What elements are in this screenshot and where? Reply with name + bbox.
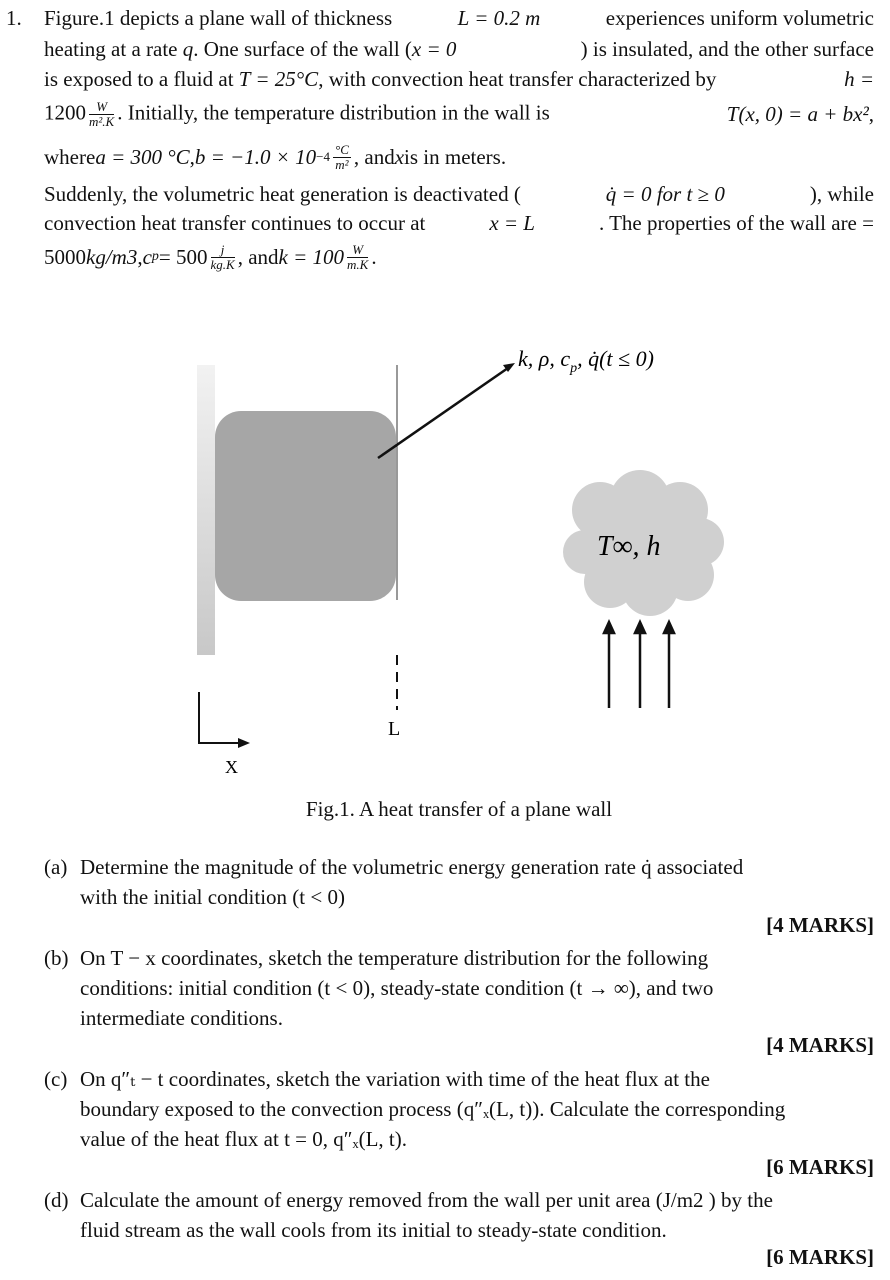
- thickness-label: L: [388, 718, 401, 740]
- part-text-line: with the initial condition (t < 0): [80, 885, 345, 909]
- question-line-2: [44, 37, 874, 62]
- axis-label: X: [225, 757, 238, 777]
- text: ), while: [809, 182, 874, 206]
- part-text-line: value of the heat flux at t = 0, q″ₓ(L, t).: [80, 1127, 407, 1151]
- part-label: (a): [44, 855, 68, 879]
- text: , and: [237, 244, 279, 269]
- math: x = L: [489, 211, 535, 235]
- fraction-k-unit: $\frac{W}{m.K}$: [347, 241, 369, 272]
- question-line-1: [44, 6, 874, 31]
- text: is in meters.: [404, 144, 507, 169]
- insulated-surface: [197, 365, 215, 655]
- subscript: p: [151, 249, 159, 264]
- figure-caption: Fig.1. A heat transfer of a plane wall: [305, 797, 613, 821]
- plane-wall-figure: [0, 330, 890, 790]
- question-line-3: [44, 67, 874, 92]
- wall-block: [215, 411, 396, 601]
- text: convection heat transfer continues to occur at: [44, 211, 426, 235]
- text: = 500: [158, 244, 208, 269]
- fraction-h-unit: $\frac{W}{\text{m².K}}$: [89, 98, 115, 129]
- part-label: (d): [44, 1188, 69, 1212]
- math: L = 0.2 m: [457, 6, 541, 30]
- text: .: [371, 244, 377, 269]
- fraction-b-unit: $\frac{^\circ C}{\text{m²}}$: [335, 141, 349, 172]
- question-line-6: [44, 182, 874, 207]
- math: x = 0: [411, 37, 457, 61]
- math: b = −1.0 × 10: [194, 144, 317, 169]
- part-c: [44, 1064, 874, 1154]
- text: 1200: [44, 99, 86, 124]
- flow-arrows: [604, 622, 674, 708]
- text: heating at a rate: [44, 37, 183, 61]
- math: x: [394, 144, 405, 169]
- part-d: [44, 1185, 874, 1245]
- text: . One surface of the wall (: [193, 37, 412, 61]
- math: T(x, 0) = a + bx²: [726, 101, 869, 126]
- text: , and: [353, 144, 395, 169]
- text: experiences uniform volumetric: [605, 6, 874, 30]
- part-b: [44, 943, 874, 1033]
- text: , with convection heat transfer characterized by: [318, 67, 717, 91]
- text: ) is insulated, and the other surface: [580, 37, 874, 61]
- text: ,: [868, 101, 874, 126]
- part-text-line: On T − x coordinates, sketch the temperature distribution for the following: [80, 946, 709, 970]
- question-line-8: [44, 240, 874, 274]
- exponent: −4: [316, 149, 330, 164]
- question-line-7: [44, 211, 874, 236]
- text: Suddenly, the volumetric heat generation is deactivated (: [44, 182, 521, 206]
- question-line-4: [44, 97, 874, 131]
- text: . Initially, the temperature distribution in the wall is: [117, 99, 550, 124]
- marks-c: [6 MARKS]: [766, 1155, 874, 1179]
- text: 5000: [44, 244, 86, 269]
- part-a: [44, 852, 874, 942]
- math: h =: [844, 67, 874, 91]
- math: T = 25°C: [238, 67, 319, 91]
- part-text-line: Calculate the amount of energy removed from the wall per unit area (J/m2 ) by the: [80, 1188, 773, 1212]
- part-label: (c): [44, 1067, 68, 1091]
- text: ,: [189, 144, 195, 169]
- part-text-line: Determine the magnitude of the volumetric energy generation rate q̇ associated: [80, 855, 744, 879]
- part-text-line: conditions: initial condition (t < 0), steady-state condition (t → ∞), and two: [80, 976, 714, 1000]
- question-line-5: [44, 140, 874, 174]
- property-label: k, ρ, $c_p$, q̇(t ≤ 0): [518, 346, 654, 376]
- math: a = 300 °C: [95, 144, 190, 169]
- part-text-line: intermediate conditions.: [80, 1006, 283, 1030]
- marks-b: [4 MARKS]: [766, 1033, 874, 1057]
- math: c: [142, 244, 152, 269]
- marks-a: [4 MARKS]: [766, 913, 874, 937]
- text: ,: [137, 244, 143, 269]
- part-text-line: boundary exposed to the convection process (q″ₓ(L, t)). Calculate the corresponding: [80, 1097, 786, 1121]
- fraction-cp-unit: $\frac{j}{kg.K}$: [210, 241, 235, 272]
- text: is exposed to a fluid at: [44, 67, 239, 91]
- text: Figure.1 depicts a plane wall of thickness: [44, 6, 393, 30]
- x-axis-arrowhead: [238, 738, 250, 748]
- part-text-line: On q″ₜ − t coordinates, sketch the variation with time of the heat flux at the: [80, 1067, 710, 1091]
- math: kg/m3: [86, 244, 138, 269]
- x-axis: [199, 692, 240, 743]
- text: . The properties of the wall are =: [598, 211, 874, 235]
- math: q: [182, 37, 194, 61]
- math: k = 100: [278, 244, 345, 269]
- question-number: 1.: [6, 6, 22, 30]
- text: where: [44, 144, 96, 169]
- fluid-label: T∞, h: [597, 531, 661, 562]
- part-text-line: fluid stream as the wall cools from its initial to steady-state condition.: [80, 1218, 667, 1242]
- math: q̇ = 0 for t ≥ 0: [605, 182, 725, 206]
- marks-d: [6 MARKS]: [766, 1245, 874, 1269]
- part-label: (b): [44, 946, 69, 970]
